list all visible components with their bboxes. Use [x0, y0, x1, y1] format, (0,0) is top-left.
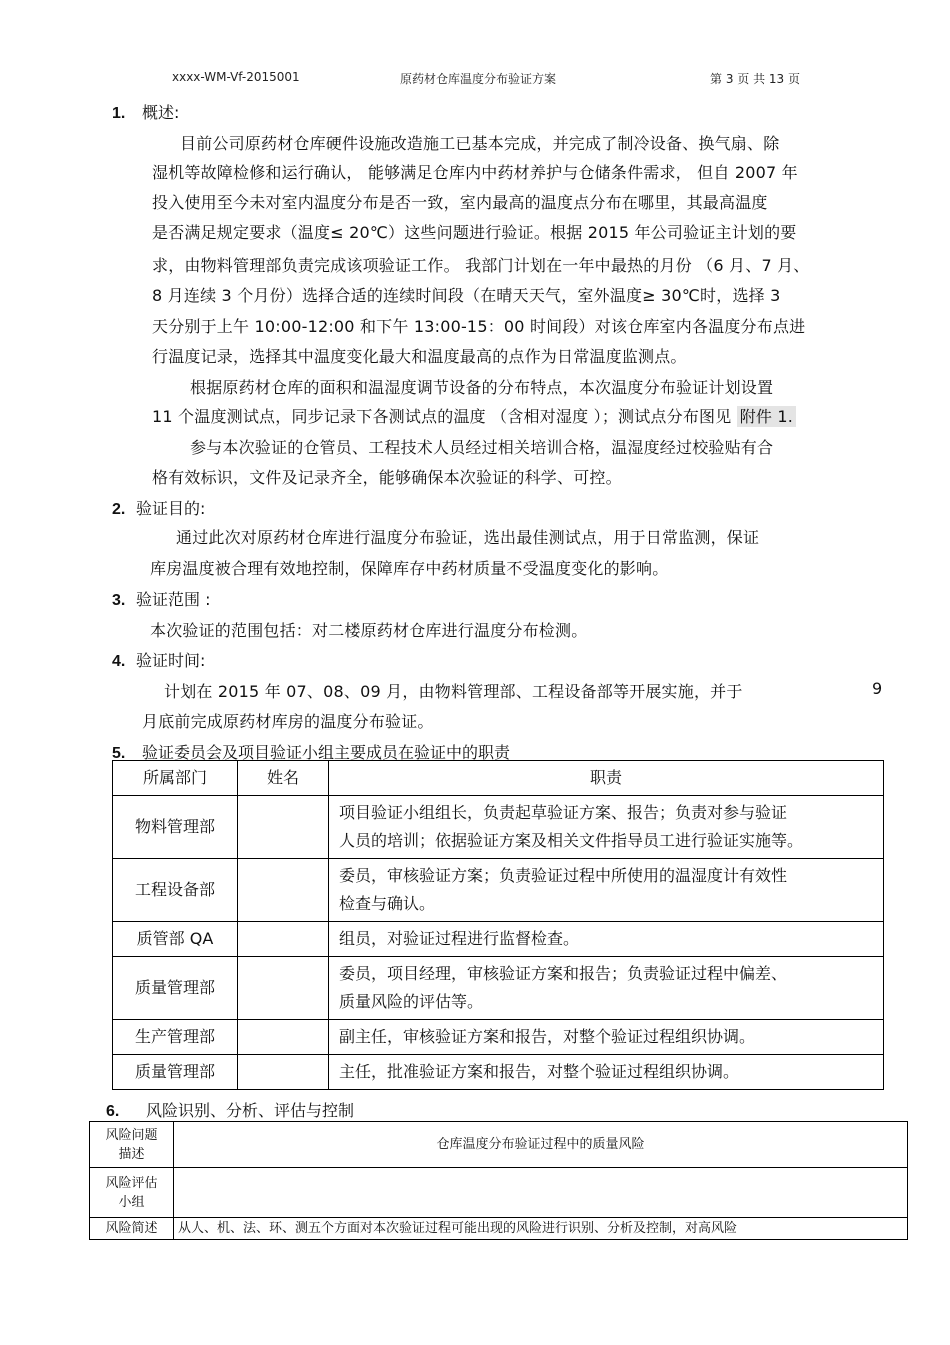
- label-line: 描述: [118, 1146, 145, 1162]
- duty-line: 组员，对验证过程进行监督检查。: [339, 929, 580, 948]
- paragraph-line: 天分别于上午 10:00-12:00 和下午 13:00-15：00 时间段）对该仓库室内各温度分布点进: [152, 317, 806, 336]
- page-number: 第 3 页 共 13 页: [710, 72, 800, 86]
- paragraph-line: 本次验证的范围包括：对二楼原药材仓库进行温度分布检测。: [150, 621, 588, 640]
- column-header: 所属部门: [113, 761, 238, 796]
- section-number: 3.: [112, 592, 126, 609]
- section-1-heading: [112, 100, 179, 123]
- duty-line: 项目验证小组组长，负责起草验证方案、报告；负责对参与验证: [339, 803, 788, 822]
- duty-cell: [329, 859, 884, 922]
- name-cell: [238, 859, 329, 922]
- attachment-reference: 附件 1.: [737, 406, 796, 427]
- table-row: [90, 1168, 908, 1218]
- section-2-heading: [112, 496, 205, 519]
- name-cell: [238, 796, 329, 859]
- risk-value-cell: 仓库温度分布验证过程中的质量风险: [174, 1122, 908, 1168]
- section-title: 概述:: [142, 103, 180, 122]
- table-row: [113, 957, 884, 1020]
- paragraph-line: 计划在 2015 年 07、08、09 月，由物料管理部、工程设备部等开展实施，并于: [164, 682, 743, 701]
- paragraph-line: 8 月连续 3 个月份）选择合适的连续时间段（在晴天天气，室外温度≥ 30℃时，选择 3: [152, 286, 781, 305]
- paragraph-line: 湿机等故障检修和运行确认， 能够满足仓库内中药材养护与仓储条件需求， 但自 2007 年: [152, 163, 798, 182]
- section-4-heading: [112, 648, 205, 671]
- duty-line: 委员，审核验证方案；负责验证过程中所使用的温湿度计有效性: [339, 866, 788, 885]
- label-line: 风险简述: [105, 1221, 158, 1236]
- dept-cell: 生产管理部: [113, 1020, 238, 1055]
- paragraph-line: 求，由物料管理部负责完成该项验证工作。 我部门计划在一年中最热的月份 （6 月、7 月、: [152, 256, 810, 275]
- risk-label-cell: [90, 1122, 174, 1168]
- table-header-row: [113, 761, 884, 796]
- responsibility-table: [112, 760, 884, 1090]
- paragraph-line: 投入使用至今未对室内温度分布是否一致，室内最高的温度点分布在哪里，其最高温度: [152, 193, 768, 212]
- doc-number: xxxx-WM-Vf-2015001: [172, 70, 300, 84]
- section-title: 验证时间:: [136, 651, 206, 670]
- name-cell: [238, 957, 329, 1020]
- paragraph-line: 行温度记录，选择其中温度变化最大和温度最高的点作为日常温度监测点。: [152, 347, 687, 366]
- paragraph-line: 月底前完成原药材库房的温度分布验证。: [142, 712, 434, 731]
- duty-line: 委员，项目经理，审核验证方案和报告；负责验证过程中偏差、: [339, 964, 788, 983]
- doc-title: 原药材仓库温度分布验证方案: [400, 72, 557, 86]
- paragraph-line: 库房温度被合理有效地控制，保障库存中药材质量不受温度变化的影响。: [150, 559, 669, 578]
- duty-line: 检查与确认。: [339, 894, 436, 913]
- duty-cell: [329, 796, 884, 859]
- duty-cell: [329, 922, 884, 957]
- dept-cell: 质量管理部: [113, 957, 238, 1020]
- risk-value-cell: 从人、机、法、环、测五个方面对本次验证过程可能出现的风险进行识别、分析及控制，对高风险: [174, 1218, 908, 1240]
- section-number: 4.: [112, 653, 126, 670]
- duty-line: 人员的培训；依据验证方案及相关文件指导员工进行验证实施等。: [339, 831, 804, 850]
- table-row: [90, 1122, 908, 1168]
- dept-cell: 物料管理部: [113, 796, 238, 859]
- paragraph-line: 参与本次验证的仓管员、工程技术人员经过相关培训合格，温湿度经过校验贴有合: [190, 438, 774, 457]
- table-row: [113, 796, 884, 859]
- paragraph-line: 9: [872, 679, 883, 698]
- paragraph-line: [152, 404, 796, 427]
- table-row: [113, 922, 884, 957]
- dept-cell: 质量管理部: [113, 1055, 238, 1090]
- table-row: [90, 1218, 908, 1240]
- section-title: 验证范围 :: [136, 590, 211, 609]
- paragraph-line: 根据原药材仓库的面积和温湿度调节设备的分布特点，本次温度分布验证计划设置: [190, 378, 774, 397]
- paragraph-line: 是否满足规定要求（温度≤ 20℃）这些问题进行验证。根据 2015 年公司验证主计划的要: [152, 223, 797, 242]
- duty-line: 副主任，审核验证方案和报告，对整个验证过程组织协调。: [339, 1027, 756, 1046]
- risk-table: [89, 1121, 908, 1240]
- duty-line: 质量风险的评估等。: [339, 992, 484, 1011]
- name-cell: [238, 1020, 329, 1055]
- duty-cell: [329, 1055, 884, 1090]
- section-6-heading: [106, 1098, 354, 1121]
- section-title: 验证委员会及项目验证小组主要成员在验证中的职责: [142, 743, 511, 762]
- section-title: 风险识别、分析、评估与控制: [146, 1101, 355, 1120]
- risk-label-cell: [90, 1168, 174, 1218]
- dept-cell: 质管部 QA: [113, 922, 238, 957]
- paragraph-line: 格有效标识，文件及记录齐全，能够确保本次验证的科学、可控。: [152, 468, 622, 487]
- duty-cell: [329, 1020, 884, 1055]
- duty-line: 主任，批准验证方案和报告，对整个验证过程组织协调。: [339, 1062, 740, 1081]
- name-cell: [238, 1055, 329, 1090]
- risk-label-cell: [90, 1218, 174, 1240]
- section-number: 2.: [112, 501, 126, 518]
- table-row: [113, 1055, 884, 1090]
- name-cell: [238, 922, 329, 957]
- section-number: 5.: [112, 745, 126, 762]
- duty-cell: [329, 957, 884, 1020]
- section-3-heading: [112, 587, 210, 610]
- paragraph-line: 目前公司原药材仓库硬件设施改造施工已基本完成，并完成了制冷设备、换气扇、除: [180, 134, 780, 153]
- risk-value-cell: [174, 1168, 908, 1218]
- paragraph-line: 通过此次对原药材仓库进行温度分布验证，选出最佳测试点，用于日常监测，保证: [176, 528, 760, 547]
- table-row: [113, 1020, 884, 1055]
- label-line: 风险问题: [105, 1127, 158, 1143]
- column-header: 职责: [329, 761, 884, 796]
- table-row: [113, 859, 884, 922]
- label-line: 小组: [118, 1194, 145, 1210]
- paragraph-text: 11 个温度测试点，同步记录下各测试点的温度 （含相对湿度 ）；测试点分布图见: [152, 407, 737, 426]
- section-number: 6.: [106, 1103, 120, 1120]
- section-title: 验证目的:: [136, 499, 206, 518]
- column-header: 姓名: [238, 761, 329, 796]
- dept-cell: 工程设备部: [113, 859, 238, 922]
- label-line: 风险评估: [105, 1175, 158, 1191]
- section-number: 1.: [112, 105, 126, 122]
